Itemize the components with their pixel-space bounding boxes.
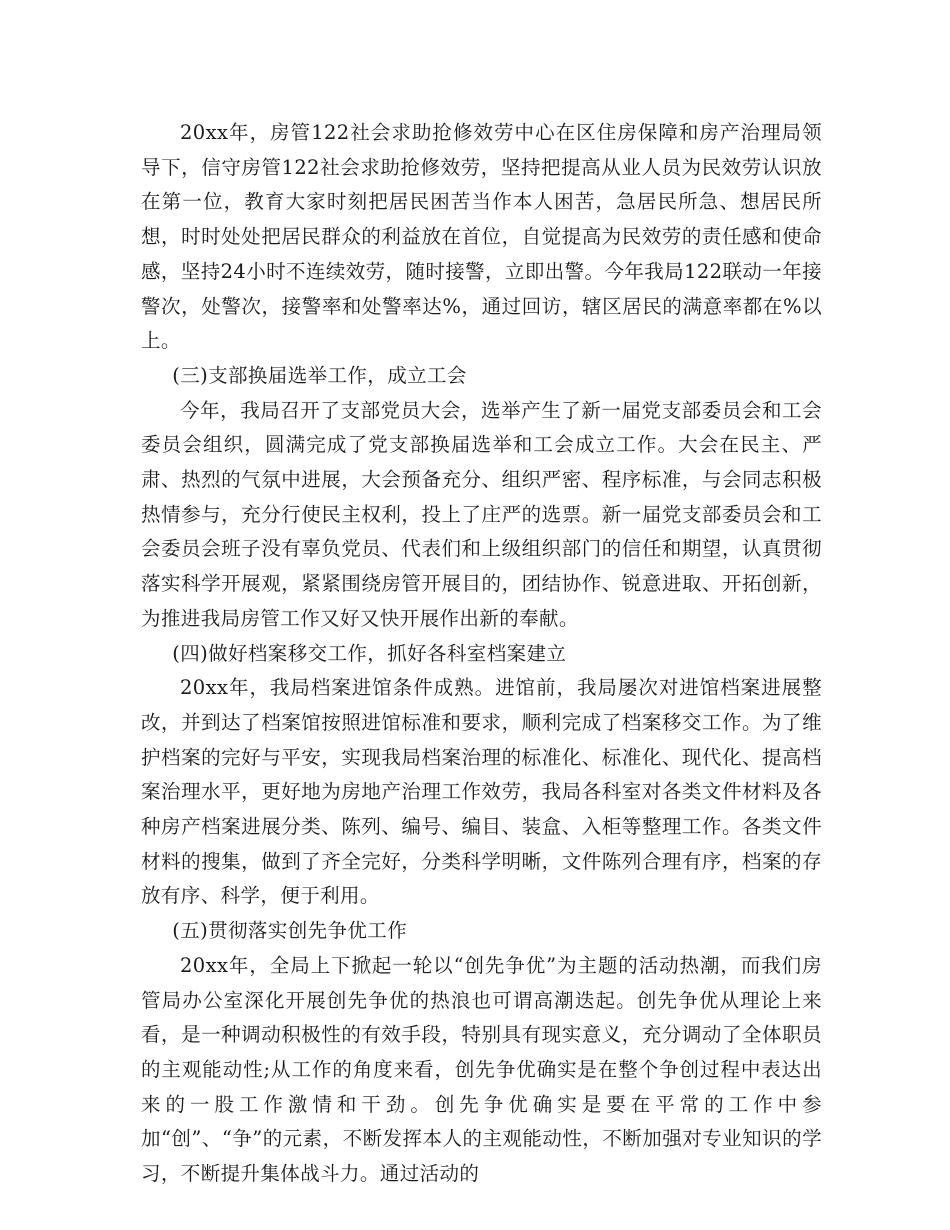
section-heading-branch-election: (三)支部换届选举工作，成立工会 (172, 363, 467, 387)
paragraph-excellence-campaign: 20xx年，全局上下掀起一轮以“创先争优”为主题的活动热潮，而我们房管局办公室深化开展创先争优的热浪也可谓高潮迭起。创先争优从理论上来看，是一种调动积极性的有效手段，特别具有现实意义，充分调动了全体职员的主观能动性;从工作的角度来看，创先争优确实是在整个争创过程中表达出来的一股工作激情和干劲。创先争优确实是要在平常的工作中参加“创”、“争”的元素，不断发挥本人的主观能动性，不断加强对专业知识的学习，不断提升集体战斗力。通过活动的 (141, 953, 822, 1186)
paragraph-branch-election: 今年，我局召开了支部党员大会，选举产生了新一届党支部委员会和工会委员会组织，圆满完成了党支部换届选举和工会成立工作。大会在民主、严肃、热烈的气氛中进展，大会预备充分、组织严密、程序标准，与会同志积极热情参与，充分行使民主权利，投上了庄严的选票。新一届党支部委员会和工会委员会班子没有辜负党员、代表们和上级组织部门的信任和期望，认真贯彻落实科学开展观，紧紧围绕房管开展目的，团结协作、锐意进取、开拓创新，为推进我局房管工作又好又快开展作出新的奉献。 (141, 398, 822, 630)
section-heading-archive-transfer: (四)做好档案移交工作，抓好各科室档案建立 (172, 641, 567, 665)
paragraph-service-center: 20xx年，房管122社会求助抢修效劳中心在区住房保障和房产治理局领导下，信守房管122社会求助抢修效劳，坚持把提高从业人员为民效劳认识放在第一位，教育大家时刻把居民困苦当作本人困苦，急居民所急、想居民所想，时时处处把居民群众的利益放在首位，自觉提高为民效劳的责任感和使命感，坚持24小时不连续效劳，随时接警，立即出警。今年我局122联动一年接警次，处警次，接警率和处警率达%，通过回访，辖区居民的满意率都在%以上。 (141, 121, 822, 353)
section-heading-excellence-campaign: (五)贯彻落实创先争优工作 (172, 919, 408, 943)
paragraph-archive-transfer: 20xx年，我局档案进馆条件成熟。进馆前，我局屡次对进馆档案进展整改，并到达了档案馆按照进馆标准和要求，顺利完成了档案移交工作。为了维护档案的完好与平安，实现我局档案治理的标准化、标准化、现代化、提高档案治理水平，更好地为房地产治理工作效劳，我局各科室对各类文件材料及各种房产档案进展分类、陈列、编号、编目、装盒、入柜等整理工作。各类文件材料的搜集，做到了齐全完好，分类科学明晰，文件陈列合理有序，档案的存放有序、科学，便于利用。 (141, 676, 822, 908)
